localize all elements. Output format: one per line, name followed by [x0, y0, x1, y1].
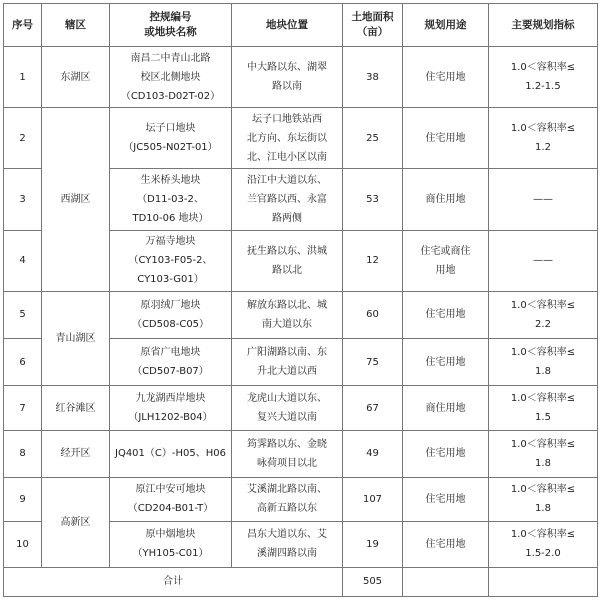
cell-district: 高新区 [42, 477, 110, 567]
cell-district: 红谷滩区 [42, 386, 110, 431]
header-area: 土地面积 （亩） [343, 4, 403, 47]
cell-index: 1.0＜容积率≤ 1.2 [489, 108, 598, 169]
total-area: 505 [343, 567, 403, 596]
cell-no: 7 [4, 386, 42, 431]
cell-district: 经开区 [42, 431, 110, 477]
total-row [4, 567, 598, 596]
cell-area: 49 [343, 431, 403, 477]
cell-no: 9 [4, 477, 42, 521]
cell-use: 商住用地 [403, 169, 489, 230]
cell-location: 坛子口地铁站西 北方向、东坛街以 北、江电小区以南 [232, 108, 343, 169]
cell-area: 38 [343, 47, 403, 108]
land-parcel-table [3, 3, 598, 597]
header-row [4, 4, 598, 47]
table-row [4, 386, 598, 431]
cell-use: 住宅用地 [403, 431, 489, 477]
cell-no: 6 [4, 339, 42, 386]
cell-location: 昌东大道以东、艾 溪湖四路以南 [232, 521, 343, 567]
table-row [4, 477, 598, 521]
cell-use: 住宅或商住 用地 [403, 230, 489, 291]
cell-location: 中大路以东、湖翠 路以南 [232, 47, 343, 108]
cell-area: 67 [343, 386, 403, 431]
header-district: 辖区 [42, 4, 110, 47]
cell-no: 2 [4, 108, 42, 169]
cell-index: 1.0＜容积率≤ 1.8 [489, 339, 598, 386]
cell-name: 坛子口地块 （JC505-N02T-01） [110, 108, 232, 169]
cell-area: 107 [343, 477, 403, 521]
cell-location: 沿江中大道以东、 兰官路以西、永富 路两侧 [232, 169, 343, 230]
table-row [4, 108, 598, 169]
cell-use: 住宅用地 [403, 339, 489, 386]
cell-location: 龙虎山大道以东、 复兴大道以南 [232, 386, 343, 431]
cell-name: 万福寺地块 （CY103-F05-2、 CY103-G01） [110, 230, 232, 291]
cell-location: 解放东路以北、城 南大道以东 [232, 291, 343, 338]
cell-area: 75 [343, 339, 403, 386]
cell-location: 抚生路以东、洪城 路以北 [232, 230, 343, 291]
cell-name: 九龙湖西岸地块 （JLH1202-B04） [110, 386, 232, 431]
cell-use: 住宅用地 [403, 108, 489, 169]
header-code: 控规编号 或地块名称 [110, 4, 232, 47]
total-index-empty [489, 567, 598, 596]
cell-use: 住宅用地 [403, 521, 489, 567]
cell-no: 3 [4, 169, 42, 230]
table-row [4, 431, 598, 477]
cell-name: 原羽绒厂地块 （CD508-C05） [110, 291, 232, 338]
cell-use: 住宅用地 [403, 477, 489, 521]
cell-area: 60 [343, 291, 403, 338]
cell-area: 12 [343, 230, 403, 291]
cell-no: 5 [4, 291, 42, 338]
cell-location: 广阳湖路以南、东 升北大道以西 [232, 339, 343, 386]
header-no: 序号 [4, 4, 42, 47]
cell-area: 53 [343, 169, 403, 230]
cell-district: 东湖区 [42, 47, 110, 108]
cell-no: 4 [4, 230, 42, 291]
cell-no: 1 [4, 47, 42, 108]
table-row [4, 47, 598, 108]
cell-location: 筠霁路以东、金晓 咏荷项目以北 [232, 431, 343, 477]
cell-location: 艾溪湖北路以南、 高新五路以东 [232, 477, 343, 521]
cell-no: 8 [4, 431, 42, 477]
cell-no: 10 [4, 521, 42, 567]
cell-name: 原江中安可地块 （CD204-B01-T） [110, 477, 232, 521]
cell-use: 住宅用地 [403, 47, 489, 108]
cell-area: 19 [343, 521, 403, 567]
cell-index: 1.0＜容积率≤ 1.5-2.0 [489, 521, 598, 567]
cell-index: 1.0＜容积率≤ 2.2 [489, 291, 598, 338]
total-use-empty [403, 567, 489, 596]
cell-index: 1.0＜容积率≤ 1.2-1.5 [489, 47, 598, 108]
header-use: 规划用途 [403, 4, 489, 47]
cell-index: —— [489, 169, 598, 230]
cell-index: 1.0＜容积率≤ 1.8 [489, 477, 598, 521]
table-row [4, 291, 598, 338]
total-label: 合计 [4, 567, 343, 596]
cell-use: 住宅用地 [403, 291, 489, 338]
cell-name: JQ401（C）-H05、H06 [110, 431, 232, 477]
cell-use: 商住用地 [403, 386, 489, 431]
header-location: 地块位置 [232, 4, 343, 47]
cell-area: 25 [343, 108, 403, 169]
cell-district: 青山湖区 [42, 291, 110, 385]
header-index: 主要规划指标 [489, 4, 598, 47]
cell-name: 原中烟地块 （YH105-C01） [110, 521, 232, 567]
cell-district: 西湖区 [42, 108, 110, 292]
cell-index: 1.0＜容积率≤ 1.5 [489, 386, 598, 431]
cell-index: —— [489, 230, 598, 291]
cell-name: 原省广电地块 （CD507-B07） [110, 339, 232, 386]
cell-name: 生米桥头地块 （D11-03-2、 TD10-06 地块） [110, 169, 232, 230]
cell-index: 1.0＜容积率≤ 1.8 [489, 431, 598, 477]
cell-name: 南昌二中青山北路 校区北侧地块 （CD103-D02T-02） [110, 47, 232, 108]
